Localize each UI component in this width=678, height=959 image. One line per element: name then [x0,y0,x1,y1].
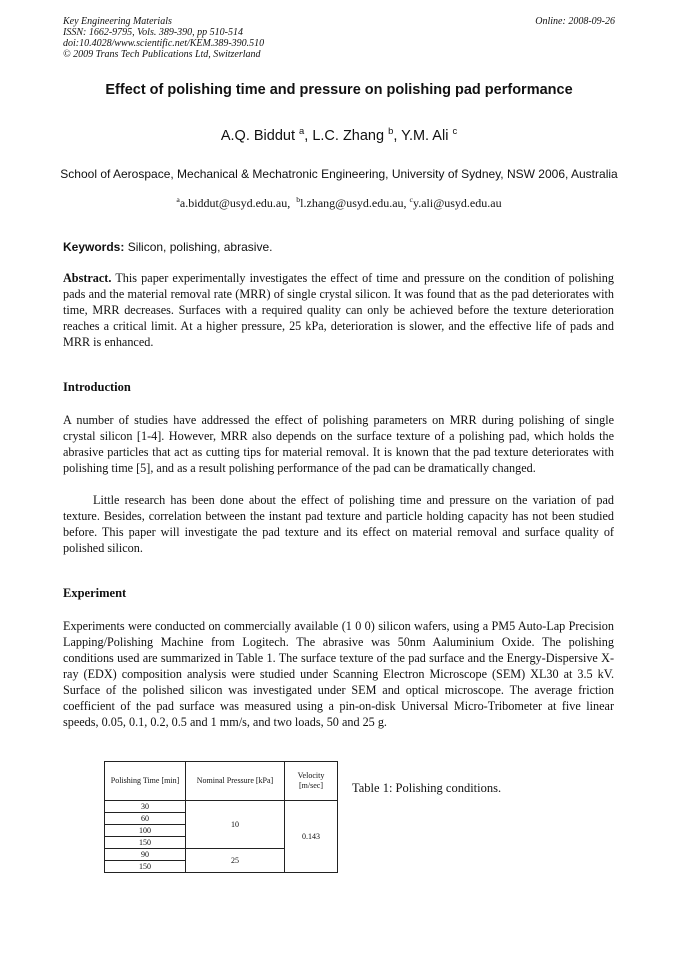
introduction-paragraph-2: Little research has been done about the effect of polishing time and pressure on the variation of pad texture. Besides, correlation between the instant pad texture and particle holding capacity has not been studied before. This paper will investigate the pad texture and its effect on material removal and surface quality of polished silicon. [63,493,614,555]
table-cell-time: 100 [105,825,186,837]
email-mark: a [176,195,180,204]
journal-issn: ISSN: 1662-9795, Vols. 389-390, pp 510-514 [63,27,243,38]
table-cell-pressure: 10 [186,801,285,849]
table-cell-time: 150 [105,837,186,849]
keywords-text: Silicon, polishing, abrasive. [127,240,273,254]
email-mark: c [409,195,413,204]
email-address[interactable]: a.biddut@usyd.edu.au [179,196,288,210]
table-header-pressure: Nominal Pressure [kPa] [186,762,285,801]
table-header-time: Polishing Time [min] [105,762,186,801]
author-mark: a [299,125,305,137]
email-address[interactable]: l.zhang@usyd.edu.au [300,196,404,210]
table-caption: Table 1: Polishing conditions. [352,781,502,795]
keywords-label: Keywords: [63,240,125,254]
table-cell-time: 30 [105,801,186,813]
table-cell-pressure: 25 [186,849,285,873]
online-date: Online: 2008-09-26 [535,16,615,27]
author-mark: c [452,125,458,137]
abstract-text: This paper experimentally investigates the effect of time and pressure on the condition of polishing pads and the material removal rate (MRR) of single crystal silicon. It was found that as the pad deteriorates with time, MRR decreases. Surfaces with a required quality can only be achieved before the texture deterioration reaches a critical limit. At a higher pressure, 25 kPa, deterioration is slower, and the effective life of pads and MRR is enhanced. [63,271,614,349]
abstract-label: Abstract. [63,271,112,285]
table-cell-time: 90 [105,849,186,861]
journal-copyright: © 2009 Trans Tech Publications Ltd, Switzerland [63,49,261,60]
journal-name: Key Engineering Materials [63,16,172,27]
keywords [63,240,272,254]
author-name: Y.M. Ali [401,128,449,144]
email-list: $^a$a.biddut@usyd.edu.au, $^b$l.zhang@usyd.edu.au, $^c$y.ali@usyd.edu.au [176,195,502,210]
table-row [105,801,338,813]
journal-header [63,16,264,60]
journal-doi: doi:10.4028/www.scientific.net/KEM.389-390.510 [63,38,265,49]
paper-title: Effect of polishing time and pressure on polishing pad performance [105,82,573,98]
abstract [63,270,614,350]
author-mark: b [388,125,394,137]
table-header-velocity: Velocity [m/sec] [285,762,338,801]
email-address[interactable]: y.ali@usyd.edu.au [412,196,502,210]
table-cell-time: 60 [105,813,186,825]
table-header-row [105,762,338,801]
introduction-heading: Introduction [63,380,131,394]
affiliation: School of Aerospace, Mechanical & Mechatronic Engineering, University of Sydney, NSW 2006, Australia [60,167,618,181]
author-name: L.C. Zhang [312,128,385,144]
experiment-heading: Experiment [63,586,127,600]
email-mark: b [296,195,301,204]
author-name: A.Q. Biddut [220,128,295,144]
table-cell-velocity: 0.143 [285,801,338,873]
polishing-conditions-table [104,761,338,873]
author-list: A.Q. Biddut $^a$, L.C. Zhang $^b$, Y.M. Ali $^c$ [220,125,458,144]
introduction-paragraph-1: A number of studies have addressed the effect of polishing parameters on MRR during polishing of single crystal silicon [1-4]. However, MRR also depends on the surface texture of a polishing pad, which holds the abrasive particles that act as cutting tips for material removal. It is known that the pad texture deteriorates with polishing time [5], and as a result polishing performance of the pad can be dramatically changed. [63,413,614,475]
experiment-paragraph: Experiments were conducted on commercially available (1 0 0) silicon wafers, using a PM5 Auto-Lap Precision Lapping/Polishing Machine from Logitech. The abrasive was 50nm Aaluminium Oxide. The polishing conditions used are summarized in Table 1. The surface texture of the pad surface and the Energy-Dispersive X-ray (EDX) composition analysis were studied under Scanning Electron Microscope (SEM) XL30 at 3.5 kV. Surface of the polished silicon was investigated under SEM and optical microscope. The average friction coefficient of the pad surface was measured using a pin-on-disk Universal Micro-Tribometer at five linear speeds, 0.05, 0.1, 0.2, 0.5 and 1 mm/s, and two loads, 50 and 25 g. [63,619,614,729]
table-cell-time: 150 [105,861,186,873]
